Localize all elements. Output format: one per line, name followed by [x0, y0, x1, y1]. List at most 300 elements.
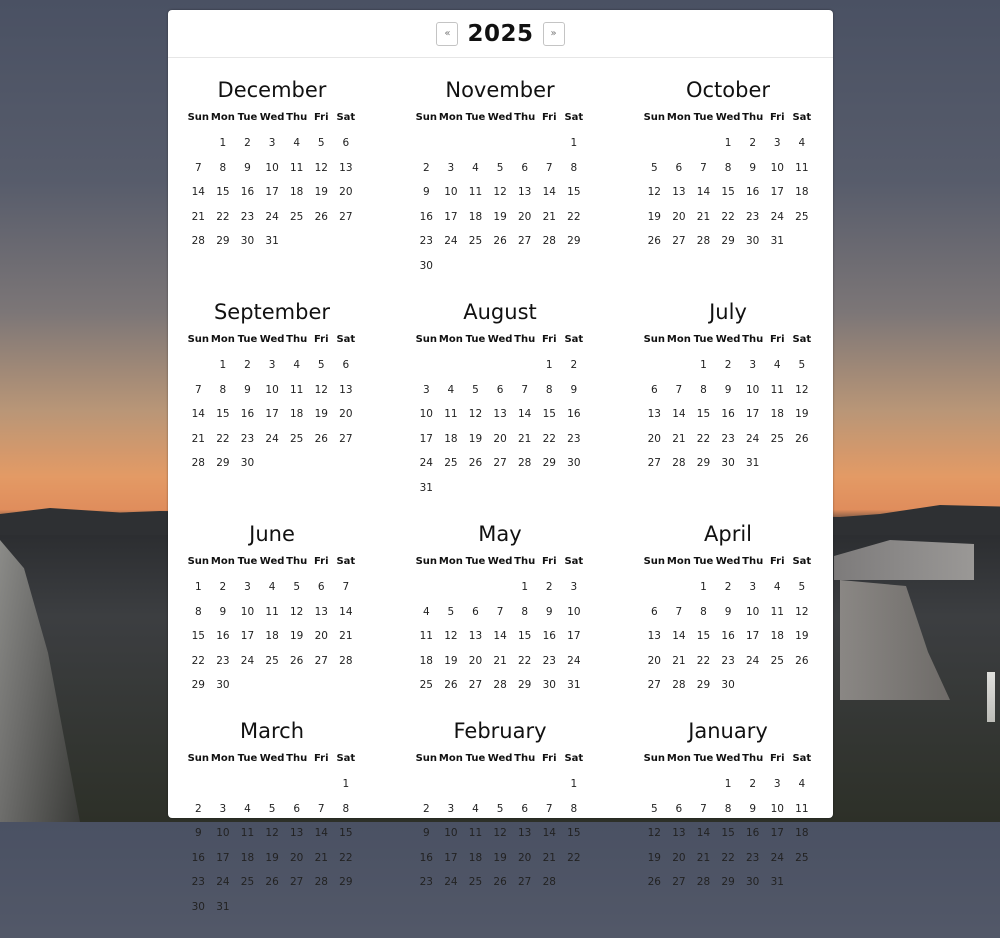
- day-cell[interactable]: 5: [496, 802, 504, 815]
- day-cell[interactable]: 15: [216, 186, 230, 199]
- day-cell[interactable]: 10: [419, 408, 433, 421]
- day-cell[interactable]: 30: [745, 876, 760, 889]
- day-cell[interactable]: 10: [265, 383, 279, 396]
- day-cell[interactable]: 12: [647, 827, 661, 840]
- day-cell[interactable]: 12: [314, 161, 328, 174]
- day-cell[interactable]: 3: [570, 581, 578, 593]
- day-cell[interactable]: 28: [672, 457, 686, 470]
- day-cell[interactable]: 3: [773, 137, 781, 149]
- day-cell[interactable]: 15: [517, 630, 532, 643]
- day-cell[interactable]: 4: [447, 383, 455, 396]
- day-cell[interactable]: 13: [468, 630, 483, 643]
- day-cell[interactable]: 26: [314, 210, 328, 223]
- day-cell[interactable]: 18: [468, 851, 483, 864]
- day-cell[interactable]: 21: [339, 630, 353, 643]
- day-cell[interactable]: 8: [521, 605, 529, 618]
- day-cell[interactable]: 27: [517, 235, 532, 248]
- day-cell[interactable]: 10: [216, 827, 230, 840]
- day-cell[interactable]: 22: [567, 851, 581, 864]
- day-cell[interactable]: 9: [724, 605, 732, 618]
- day-cell[interactable]: 25: [770, 654, 784, 667]
- day-cell[interactable]: 19: [444, 654, 458, 667]
- day-cell[interactable]: 25: [770, 432, 784, 445]
- day-cell[interactable]: 25: [468, 876, 483, 889]
- day-cell[interactable]: 4: [773, 581, 781, 593]
- day-cell[interactable]: 14: [191, 408, 205, 421]
- day-cell[interactable]: 11: [240, 827, 255, 840]
- day-cell[interactable]: 9: [422, 827, 430, 840]
- day-cell[interactable]: 28: [314, 876, 328, 889]
- day-cell[interactable]: 9: [244, 161, 251, 174]
- day-cell[interactable]: 20: [647, 654, 661, 667]
- day-cell[interactable]: 18: [444, 432, 458, 445]
- day-cell[interactable]: 14: [517, 408, 532, 421]
- day-cell[interactable]: 1: [700, 581, 707, 593]
- day-cell[interactable]: 31: [216, 900, 230, 913]
- day-cell[interactable]: 14: [672, 630, 686, 643]
- day-cell[interactable]: 12: [314, 383, 328, 396]
- day-cell[interactable]: 3: [749, 581, 757, 593]
- day-cell[interactable]: 2: [724, 581, 732, 593]
- day-cell[interactable]: 7: [194, 383, 202, 396]
- day-cell[interactable]: 13: [289, 827, 304, 840]
- day-cell[interactable]: 19: [314, 186, 328, 199]
- day-cell[interactable]: 26: [468, 457, 483, 470]
- day-cell[interactable]: 23: [240, 432, 255, 445]
- day-cell[interactable]: 24: [265, 432, 279, 445]
- day-cell[interactable]: 18: [468, 210, 483, 223]
- day-cell[interactable]: 15: [216, 408, 230, 421]
- day-cell[interactable]: 4: [472, 161, 479, 174]
- day-cell[interactable]: 1: [521, 581, 529, 593]
- day-cell[interactable]: 13: [493, 408, 507, 421]
- day-cell[interactable]: 8: [219, 161, 227, 174]
- day-cell[interactable]: 17: [567, 630, 581, 643]
- day-cell[interactable]: 4: [798, 778, 806, 790]
- day-cell[interactable]: 15: [339, 827, 353, 840]
- day-cell[interactable]: 6: [472, 605, 479, 618]
- day-cell[interactable]: 11: [770, 605, 784, 618]
- day-cell[interactable]: 14: [314, 827, 328, 840]
- day-cell[interactable]: 20: [672, 210, 686, 223]
- day-cell[interactable]: 22: [696, 654, 711, 667]
- day-cell[interactable]: 24: [770, 851, 784, 864]
- day-cell[interactable]: 17: [419, 432, 433, 445]
- day-cell[interactable]: 25: [289, 432, 304, 445]
- day-cell[interactable]: 14: [696, 827, 711, 840]
- day-cell[interactable]: 6: [650, 605, 658, 618]
- day-cell[interactable]: 25: [289, 210, 304, 223]
- day-cell[interactable]: 7: [521, 383, 529, 396]
- day-cell[interactable]: 13: [672, 186, 686, 199]
- day-cell[interactable]: 29: [542, 457, 556, 470]
- day-cell[interactable]: 6: [521, 802, 529, 815]
- day-cell[interactable]: 4: [293, 359, 301, 371]
- day-cell[interactable]: 4: [268, 581, 276, 593]
- day-cell[interactable]: 28: [542, 876, 556, 889]
- day-cell[interactable]: 9: [570, 383, 578, 396]
- day-cell[interactable]: 5: [317, 137, 325, 149]
- day-cell[interactable]: 10: [770, 161, 784, 174]
- day-cell[interactable]: 24: [240, 654, 255, 667]
- day-cell[interactable]: 6: [521, 161, 529, 174]
- day-cell[interactable]: 12: [493, 827, 507, 840]
- day-cell[interactable]: 30: [567, 457, 581, 470]
- day-cell[interactable]: 6: [317, 581, 325, 593]
- day-cell[interactable]: 17: [240, 630, 255, 643]
- day-cell[interactable]: 19: [289, 630, 304, 643]
- day-cell[interactable]: 29: [517, 679, 532, 692]
- day-cell[interactable]: 24: [444, 235, 458, 248]
- day-cell[interactable]: 1: [700, 359, 707, 371]
- day-cell[interactable]: 8: [700, 605, 707, 618]
- day-cell[interactable]: 20: [314, 630, 328, 643]
- day-cell[interactable]: 9: [724, 383, 732, 396]
- day-cell[interactable]: 22: [216, 432, 230, 445]
- day-cell[interactable]: 2: [570, 359, 578, 371]
- day-cell[interactable]: 12: [493, 186, 507, 199]
- day-cell[interactable]: 27: [672, 876, 686, 889]
- day-cell[interactable]: 22: [339, 851, 353, 864]
- next-year-button[interactable]: »: [543, 22, 565, 46]
- day-cell[interactable]: 13: [339, 161, 353, 174]
- day-cell[interactable]: 7: [675, 605, 683, 618]
- day-cell[interactable]: 25: [795, 210, 809, 223]
- day-cell[interactable]: 2: [422, 161, 430, 174]
- day-cell[interactable]: 25: [265, 654, 279, 667]
- day-cell[interactable]: 14: [542, 827, 556, 840]
- day-cell[interactable]: 21: [672, 432, 686, 445]
- day-cell[interactable]: 18: [770, 408, 784, 421]
- day-cell[interactable]: 3: [422, 383, 430, 396]
- day-cell[interactable]: 2: [749, 778, 757, 790]
- day-cell[interactable]: 24: [419, 457, 433, 470]
- day-cell[interactable]: 11: [795, 161, 809, 174]
- day-cell[interactable]: 9: [422, 186, 430, 199]
- day-cell[interactable]: 9: [219, 605, 227, 618]
- day-cell[interactable]: 4: [422, 605, 430, 618]
- day-cell[interactable]: 26: [795, 432, 809, 445]
- day-cell[interactable]: 8: [570, 802, 578, 815]
- day-cell[interactable]: 25: [795, 851, 809, 864]
- day-cell[interactable]: 12: [647, 186, 661, 199]
- day-cell[interactable]: 2: [724, 359, 732, 371]
- day-cell[interactable]: 13: [672, 827, 686, 840]
- day-cell[interactable]: 8: [194, 605, 202, 618]
- day-cell[interactable]: 26: [314, 432, 328, 445]
- day-cell[interactable]: 23: [419, 876, 433, 889]
- day-cell[interactable]: 15: [721, 186, 735, 199]
- day-cell[interactable]: 23: [745, 851, 760, 864]
- day-cell[interactable]: 17: [770, 827, 784, 840]
- day-cell[interactable]: 15: [696, 408, 711, 421]
- day-cell[interactable]: 8: [342, 802, 350, 815]
- day-cell[interactable]: 10: [240, 605, 255, 618]
- day-cell[interactable]: 29: [216, 457, 230, 470]
- day-cell[interactable]: 29: [191, 679, 205, 692]
- day-cell[interactable]: 1: [570, 778, 578, 790]
- day-cell[interactable]: 10: [745, 383, 760, 396]
- day-cell[interactable]: 7: [700, 161, 707, 174]
- day-cell[interactable]: 18: [795, 827, 809, 840]
- day-cell[interactable]: 18: [770, 630, 784, 643]
- day-cell[interactable]: 28: [493, 679, 507, 692]
- day-cell[interactable]: 8: [545, 383, 553, 396]
- day-cell[interactable]: 11: [444, 408, 458, 421]
- day-cell[interactable]: 28: [191, 457, 205, 470]
- day-cell[interactable]: 13: [647, 408, 661, 421]
- day-cell[interactable]: 18: [795, 186, 809, 199]
- day-cell[interactable]: 29: [721, 235, 735, 248]
- day-cell[interactable]: 9: [194, 827, 202, 840]
- day-cell[interactable]: 10: [444, 186, 458, 199]
- day-cell[interactable]: 3: [447, 161, 455, 174]
- day-cell[interactable]: 30: [721, 457, 735, 470]
- day-cell[interactable]: 14: [339, 605, 353, 618]
- day-cell[interactable]: 26: [647, 876, 661, 889]
- day-cell[interactable]: 30: [240, 235, 255, 248]
- day-cell[interactable]: 6: [496, 383, 504, 396]
- day-cell[interactable]: 2: [422, 802, 430, 815]
- day-cell[interactable]: 16: [567, 408, 581, 421]
- day-cell[interactable]: 19: [795, 408, 809, 421]
- day-cell[interactable]: 31: [745, 457, 760, 470]
- day-cell[interactable]: 4: [798, 137, 806, 149]
- day-cell[interactable]: 27: [647, 679, 661, 692]
- day-cell[interactable]: 7: [317, 802, 325, 815]
- day-cell[interactable]: 27: [672, 235, 686, 248]
- day-cell[interactable]: 26: [795, 654, 809, 667]
- day-cell[interactable]: 16: [745, 186, 760, 199]
- day-cell[interactable]: 8: [724, 802, 732, 815]
- day-cell[interactable]: 5: [496, 161, 504, 174]
- day-cell[interactable]: 23: [721, 432, 735, 445]
- day-cell[interactable]: 22: [567, 210, 581, 223]
- day-cell[interactable]: 23: [240, 210, 255, 223]
- day-cell[interactable]: 2: [244, 359, 251, 371]
- day-cell[interactable]: 27: [314, 654, 328, 667]
- day-cell[interactable]: 2: [244, 137, 251, 149]
- day-cell[interactable]: 13: [314, 605, 328, 618]
- day-cell[interactable]: 29: [216, 235, 230, 248]
- day-cell[interactable]: 28: [542, 235, 556, 248]
- day-cell[interactable]: 1: [194, 581, 202, 593]
- day-cell[interactable]: 1: [219, 359, 227, 371]
- day-cell[interactable]: 5: [293, 581, 301, 593]
- day-cell[interactable]: 11: [770, 383, 784, 396]
- day-cell[interactable]: 12: [468, 408, 483, 421]
- day-cell[interactable]: 23: [542, 654, 556, 667]
- day-cell[interactable]: 24: [444, 876, 458, 889]
- day-cell[interactable]: 17: [444, 851, 458, 864]
- day-cell[interactable]: 6: [293, 802, 301, 815]
- day-cell[interactable]: 16: [240, 186, 255, 199]
- day-cell[interactable]: 16: [542, 630, 556, 643]
- day-cell[interactable]: 21: [517, 432, 532, 445]
- day-cell[interactable]: 3: [268, 137, 276, 149]
- day-cell[interactable]: 5: [268, 802, 276, 815]
- day-cell[interactable]: 18: [289, 408, 304, 421]
- day-cell[interactable]: 17: [444, 210, 458, 223]
- day-cell[interactable]: 16: [745, 827, 760, 840]
- day-cell[interactable]: 20: [339, 408, 353, 421]
- day-cell[interactable]: 1: [342, 778, 350, 790]
- day-cell[interactable]: 30: [240, 457, 255, 470]
- previous-year-button[interactable]: «: [436, 22, 458, 46]
- day-cell[interactable]: 26: [444, 679, 458, 692]
- day-cell[interactable]: 5: [798, 359, 806, 371]
- day-cell[interactable]: 17: [745, 408, 760, 421]
- day-cell[interactable]: 23: [419, 235, 433, 248]
- day-cell[interactable]: 13: [647, 630, 661, 643]
- day-cell[interactable]: 28: [339, 654, 353, 667]
- day-cell[interactable]: 5: [798, 581, 806, 593]
- day-cell[interactable]: 31: [770, 876, 784, 889]
- day-cell[interactable]: 19: [265, 851, 279, 864]
- day-cell[interactable]: 13: [339, 383, 353, 396]
- day-cell[interactable]: 20: [289, 851, 304, 864]
- day-cell[interactable]: 9: [749, 161, 757, 174]
- day-cell[interactable]: 3: [773, 778, 781, 790]
- day-cell[interactable]: 10: [567, 605, 581, 618]
- day-cell[interactable]: 8: [724, 161, 732, 174]
- day-cell[interactable]: 24: [216, 876, 230, 889]
- day-cell[interactable]: 13: [517, 827, 532, 840]
- day-cell[interactable]: 16: [419, 210, 433, 223]
- day-cell[interactable]: 6: [342, 137, 350, 149]
- day-cell[interactable]: 25: [240, 876, 255, 889]
- day-cell[interactable]: 22: [696, 432, 711, 445]
- day-cell[interactable]: 16: [419, 851, 433, 864]
- day-cell[interactable]: 1: [724, 778, 732, 790]
- day-cell[interactable]: 21: [314, 851, 328, 864]
- day-cell[interactable]: 4: [244, 802, 251, 815]
- day-cell[interactable]: 15: [542, 408, 556, 421]
- day-cell[interactable]: 26: [265, 876, 279, 889]
- day-cell[interactable]: 3: [268, 359, 276, 371]
- day-cell[interactable]: 11: [468, 827, 483, 840]
- day-cell[interactable]: 31: [419, 481, 433, 494]
- day-cell[interactable]: 23: [216, 654, 230, 667]
- day-cell[interactable]: 19: [647, 851, 661, 864]
- day-cell[interactable]: 26: [647, 235, 661, 248]
- day-cell[interactable]: 16: [721, 630, 735, 643]
- day-cell[interactable]: 23: [567, 432, 581, 445]
- day-cell[interactable]: 17: [216, 851, 230, 864]
- day-cell[interactable]: 10: [265, 161, 279, 174]
- day-cell[interactable]: 2: [219, 581, 227, 593]
- day-cell[interactable]: 10: [745, 605, 760, 618]
- day-cell[interactable]: 22: [542, 432, 556, 445]
- day-cell[interactable]: 14: [542, 186, 556, 199]
- day-cell[interactable]: 20: [339, 186, 353, 199]
- day-cell[interactable]: 12: [795, 605, 809, 618]
- day-cell[interactable]: 11: [468, 186, 483, 199]
- day-cell[interactable]: 3: [749, 359, 757, 371]
- day-cell[interactable]: 9: [545, 605, 553, 618]
- day-cell[interactable]: 30: [721, 679, 735, 692]
- day-cell[interactable]: 13: [517, 186, 532, 199]
- day-cell[interactable]: 22: [721, 851, 735, 864]
- day-cell[interactable]: 14: [672, 408, 686, 421]
- day-cell[interactable]: 28: [191, 235, 205, 248]
- day-cell[interactable]: 21: [696, 210, 711, 223]
- day-cell[interactable]: 30: [542, 679, 556, 692]
- day-cell[interactable]: 9: [244, 383, 251, 396]
- day-cell[interactable]: 3: [244, 581, 251, 593]
- day-cell[interactable]: 25: [444, 457, 458, 470]
- day-cell[interactable]: 27: [647, 457, 661, 470]
- day-cell[interactable]: 12: [265, 827, 279, 840]
- day-cell[interactable]: 28: [672, 679, 686, 692]
- day-cell[interactable]: 22: [721, 210, 735, 223]
- day-cell[interactable]: 25: [468, 235, 483, 248]
- day-cell[interactable]: 19: [795, 630, 809, 643]
- day-cell[interactable]: 27: [493, 457, 507, 470]
- day-cell[interactable]: 17: [770, 186, 784, 199]
- day-cell[interactable]: 23: [745, 210, 760, 223]
- day-cell[interactable]: 22: [216, 210, 230, 223]
- day-cell[interactable]: 24: [265, 210, 279, 223]
- day-cell[interactable]: 30: [745, 235, 760, 248]
- day-cell[interactable]: 12: [795, 383, 809, 396]
- day-cell[interactable]: 9: [749, 802, 757, 815]
- day-cell[interactable]: 24: [567, 654, 581, 667]
- day-cell[interactable]: 20: [517, 210, 532, 223]
- day-cell[interactable]: 4: [472, 802, 479, 815]
- day-cell[interactable]: 11: [795, 802, 809, 815]
- day-cell[interactable]: 11: [289, 161, 304, 174]
- day-cell[interactable]: 12: [289, 605, 304, 618]
- day-cell[interactable]: 27: [289, 876, 304, 889]
- day-cell[interactable]: 11: [419, 630, 433, 643]
- day-cell[interactable]: 6: [342, 359, 350, 371]
- day-cell[interactable]: 19: [468, 432, 483, 445]
- day-cell[interactable]: 7: [342, 581, 350, 593]
- day-cell[interactable]: 16: [721, 408, 735, 421]
- day-cell[interactable]: 27: [468, 679, 483, 692]
- day-cell[interactable]: 3: [219, 802, 227, 815]
- day-cell[interactable]: 22: [517, 654, 532, 667]
- day-cell[interactable]: 5: [472, 383, 479, 396]
- day-cell[interactable]: 28: [696, 235, 711, 248]
- day-cell[interactable]: 15: [567, 186, 581, 199]
- day-cell[interactable]: 10: [770, 802, 784, 815]
- day-cell[interactable]: 21: [191, 210, 205, 223]
- day-cell[interactable]: 6: [675, 161, 683, 174]
- day-cell[interactable]: 18: [289, 186, 304, 199]
- day-cell[interactable]: 20: [493, 432, 507, 445]
- day-cell[interactable]: 11: [265, 605, 279, 618]
- day-cell[interactable]: 7: [545, 802, 553, 815]
- day-cell[interactable]: 21: [542, 210, 556, 223]
- day-cell[interactable]: 21: [696, 851, 711, 864]
- day-cell[interactable]: 6: [675, 802, 683, 815]
- day-cell[interactable]: 26: [493, 235, 507, 248]
- day-cell[interactable]: 30: [191, 900, 205, 913]
- day-cell[interactable]: 20: [517, 851, 532, 864]
- day-cell[interactable]: 10: [444, 827, 458, 840]
- day-cell[interactable]: 31: [770, 235, 784, 248]
- day-cell[interactable]: 17: [265, 408, 279, 421]
- day-cell[interactable]: 1: [219, 137, 227, 149]
- day-cell[interactable]: 17: [745, 630, 760, 643]
- day-cell[interactable]: 21: [542, 851, 556, 864]
- day-cell[interactable]: 7: [675, 383, 683, 396]
- day-cell[interactable]: 21: [191, 432, 205, 445]
- day-cell[interactable]: 26: [493, 876, 507, 889]
- day-cell[interactable]: 2: [545, 581, 553, 593]
